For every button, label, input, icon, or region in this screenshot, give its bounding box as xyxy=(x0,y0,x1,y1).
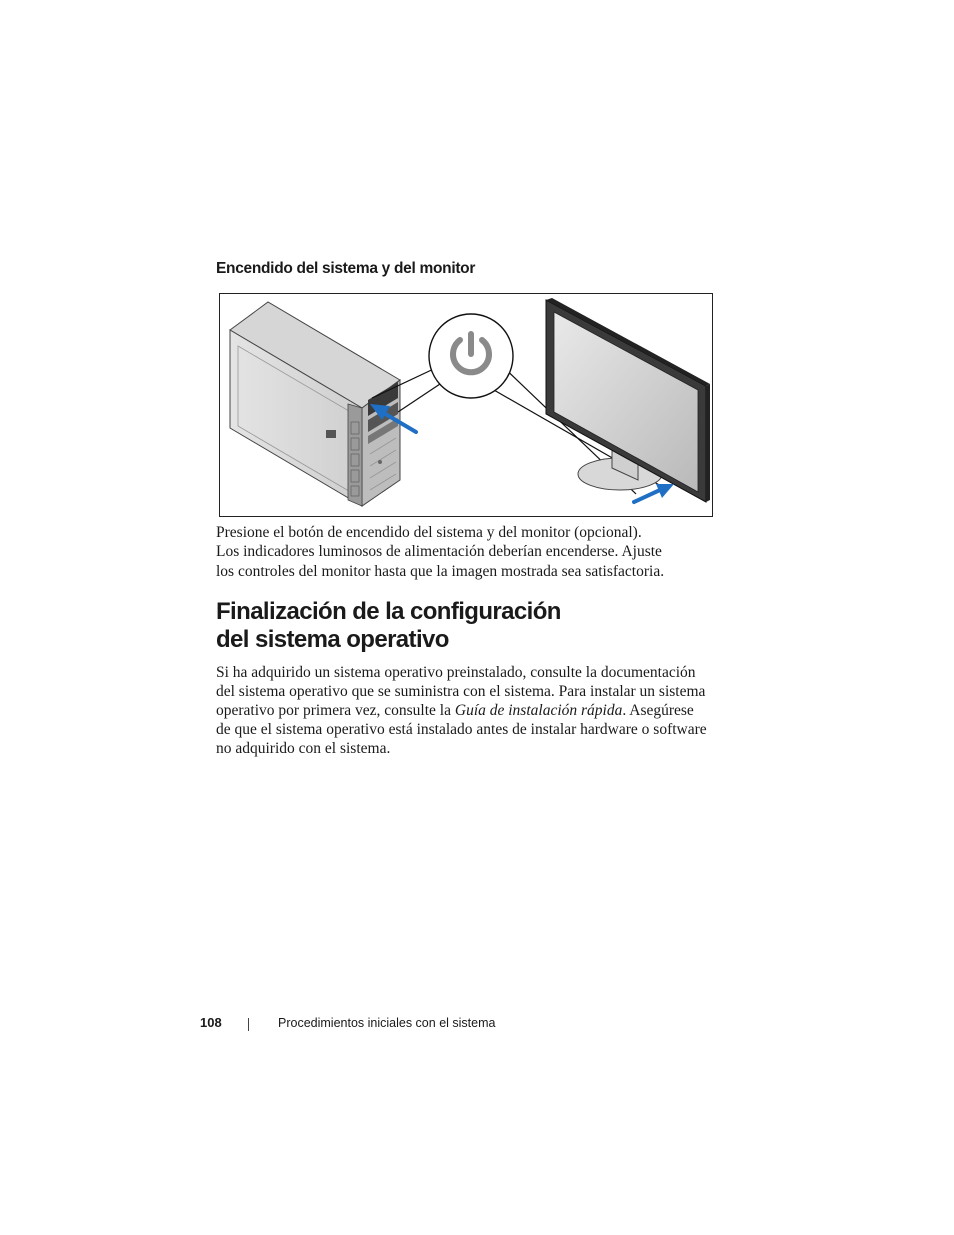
body-line: Si ha adquirido un sistema operativo preinstalado, consulte la documentación xyxy=(216,664,696,681)
power-on-illustration xyxy=(220,294,713,517)
guide-title: Guía de instalación rápida xyxy=(454,702,623,720)
tower-server-illustration xyxy=(230,302,400,506)
caption-line: Los indicadores luminosos de alimentación deberían encenderse. Ajuste xyxy=(216,543,662,561)
page-number: 108 xyxy=(200,1015,222,1030)
body-line: . Asegúrese xyxy=(622,702,694,720)
body-line: operativo por primera vez, consulte la xyxy=(216,702,455,720)
section-heading: Encendido del sistema y del monitor xyxy=(216,260,476,277)
chapter-heading xyxy=(216,598,561,654)
body-line: no adquirido con el sistema. xyxy=(216,740,391,758)
chapter-heading-line: del sistema operativo xyxy=(216,626,449,653)
running-title: Procedimientos iniciales con el sistema xyxy=(278,1016,496,1030)
power-symbol-icon xyxy=(429,314,513,398)
caption-line: los controles del monitor hasta que la imagen mostrada sea satisfactoria. xyxy=(216,562,665,580)
monitor-illustration xyxy=(546,298,710,502)
chapter-heading-line: Finalización de la configuración xyxy=(216,598,561,625)
figure-power-on xyxy=(219,293,713,517)
caption-line: Presione el botón de encendido del sistema y del monitor (opcional). xyxy=(216,524,642,541)
figure-caption xyxy=(216,523,736,581)
page-footer xyxy=(200,1015,800,1035)
body-paragraph xyxy=(216,663,736,758)
body-line: del sistema operativo que se suministra con el sistema. Para instalar un sistema xyxy=(216,683,706,701)
body-line: de que el sistema operativo está instalado antes de instalar hardware o software xyxy=(216,721,707,739)
footer-separator xyxy=(248,1018,249,1031)
